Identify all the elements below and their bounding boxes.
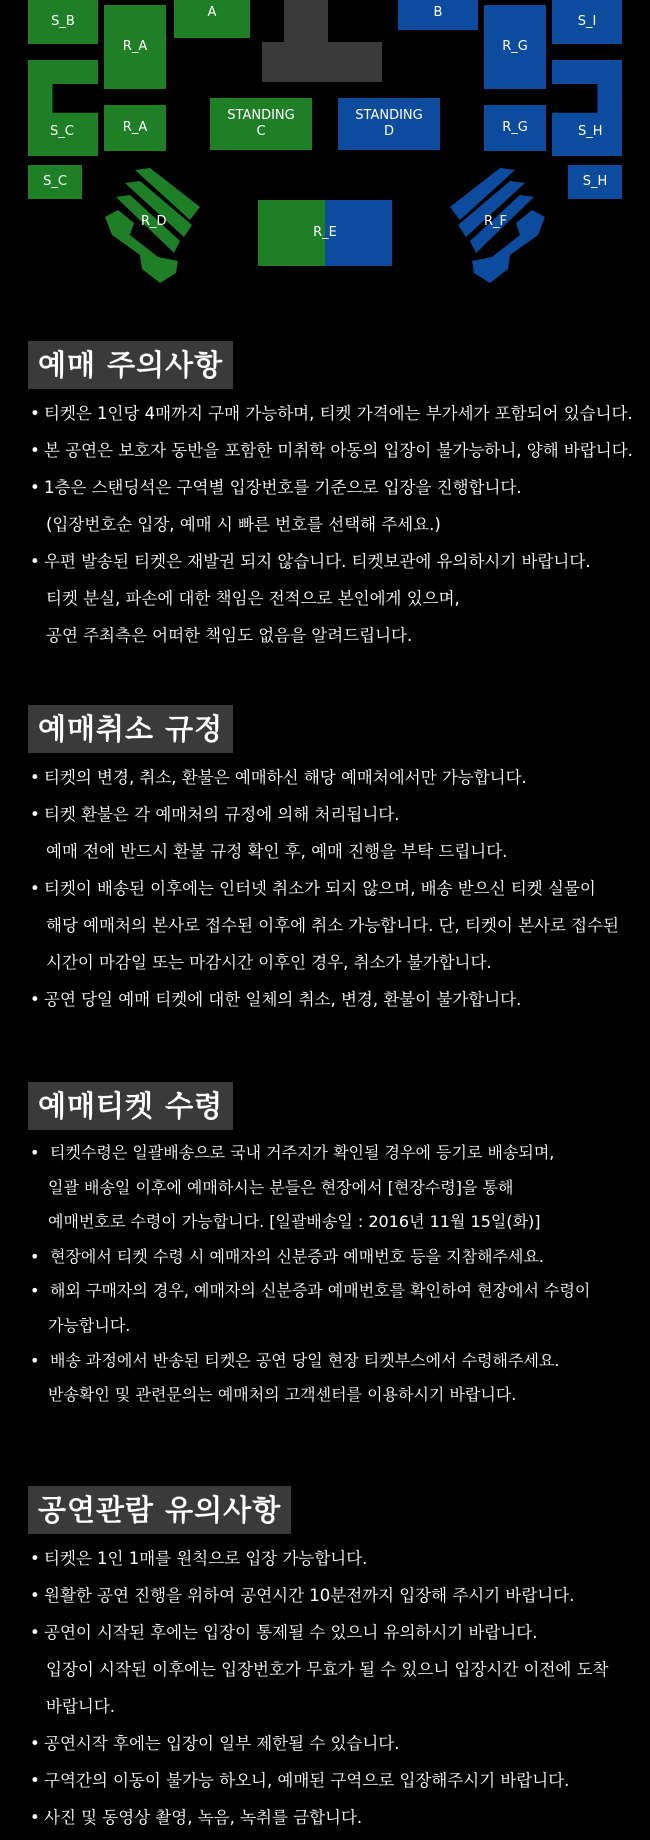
- receipt-line: 일괄 배송일 이후에 예매하시는 분들은 현장에서 [현장수령]을 통해: [48, 1177, 514, 1197]
- viewing-notice-section: [28, 1486, 628, 1836]
- receipt-line: • 해외 구매자의 경우, 예매자의 신분증과 예매번호를 확인하여 현장에서 수령이: [28, 1274, 628, 1309]
- policy-line: • 티켓의 변경, 취소, 환불은 예매하신 해당 예매처에서만 가능합니다.: [28, 759, 628, 796]
- zone-s-c-large[interactable]: [28, 60, 98, 156]
- zone-s-i[interactable]: S_I: [552, 0, 622, 44]
- receipt-line: 가능합니다.: [48, 1315, 131, 1335]
- policy-line: 예매 전에 반드시 환불 규정 확인 후, 예매 진행을 부탁 드립니다.: [46, 842, 508, 861]
- zone-standing-d[interactable]: STANDING D: [338, 98, 440, 150]
- viewing-line: • 원활한 공연 진행을 위하여 공연시간 10분전까지 입장해 주시기 바랍니다.: [28, 1577, 628, 1614]
- ticket-receipt-section: [28, 1082, 628, 1413]
- zone-s-b[interactable]: S_B: [28, 0, 98, 44]
- policy-line: 시간이 마감일 또는 마감시간 이후인 경우, 취소가 불가합니다.: [46, 953, 492, 972]
- zone-s-h-large[interactable]: [552, 60, 622, 156]
- zone-s-c-small[interactable]: S_C: [28, 165, 82, 199]
- receipt-line: 예매번호로 수령이 가능합니다. [일괄배송일 : 2016년 11월 15일(화)]: [48, 1212, 541, 1232]
- cancel-policy-section: [28, 705, 628, 1018]
- stage-wing: [262, 42, 382, 82]
- zone-r-e[interactable]: R_E: [258, 200, 392, 266]
- viewing-line: • 구역간의 이동이 불가능 하오니, 예매된 구역으로 입장해주시기 바랍니다.: [28, 1762, 628, 1799]
- zone-r-f-label: R_F: [484, 214, 508, 229]
- policy-line: • 티켓 환불은 각 예매처의 규정에 의해 처리됩니다.: [28, 796, 628, 833]
- zone-s-c-large-label: S_C: [50, 124, 74, 139]
- seat-map: [0, 0, 650, 300]
- notice-line: (입장번호순 입장, 예매 시 빠른 번호를 선택해 주세요.): [46, 515, 441, 534]
- notice-line: • 본 공연은 보호자 동반을 포함한 미취학 아동의 입장이 불가능하니, 양해 바랍니다.: [28, 432, 628, 469]
- policy-line: • 공연 당일 예매 티켓에 대한 일체의 취소, 변경, 환불이 불가합니다.: [28, 981, 628, 1018]
- zone-s-h-small[interactable]: S_H: [568, 165, 622, 199]
- viewing-line: • 티켓은 1인 1매를 원칙으로 입장 가능합니다.: [28, 1540, 628, 1577]
- receipt-line: • 현장에서 티켓 수령 시 예매자의 신분증과 예매번호 등을 지참해주세요.: [28, 1240, 628, 1275]
- notice-line: • 우편 발송된 티켓은 재발권 되지 않습니다. 티켓보관에 유의하시기 바랍니다.: [28, 543, 628, 580]
- zone-r-g-top[interactable]: R_G: [484, 5, 546, 89]
- booking-notice-title: 예매 주의사항: [28, 341, 233, 389]
- zone-r-g-bottom[interactable]: R_G: [484, 105, 546, 151]
- zone-standing-b[interactable]: B: [398, 0, 478, 30]
- policy-line: 해당 예매처의 본사로 접수된 이후에 취소 가능합니다. 단, 티켓이 본사로 접수된: [46, 916, 619, 935]
- receipt-line: • 배송 과정에서 반송된 티켓은 공연 당일 현장 티켓부스에서 수령해주세요.: [28, 1344, 628, 1379]
- notice-line: 티켓 분실, 파손에 대한 책임은 전적으로 본인에게 있으며,: [46, 589, 460, 608]
- viewing-notice-title: 공연관람 유의사항: [28, 1486, 291, 1534]
- viewing-line: • 사진 및 동영상 촬영, 녹음, 녹취를 금합니다.: [28, 1799, 628, 1836]
- receipt-line: 반송확인 및 관련문의는 예매처의 고객센터를 이용하시기 바랍니다.: [48, 1385, 517, 1405]
- viewing-line: 바랍니다.: [46, 1697, 116, 1716]
- viewing-line: 입장이 시작된 이후에는 입장번호가 무효가 될 수 있으니 입장시간 이전에 도착: [46, 1660, 609, 1679]
- zone-standing-a[interactable]: A: [174, 0, 250, 38]
- policy-line: • 티켓이 배송된 이후에는 인터넷 취소가 되지 않으며, 배송 받으신 티켓 실물이: [28, 870, 628, 907]
- zone-r-a-top[interactable]: R_A: [104, 5, 166, 89]
- notice-line: • 1층은 스탠딩석은 구역별 입장번호를 기준으로 입장을 진행합니다.: [28, 469, 628, 506]
- notice-line: • 티켓은 1인당 4매까지 구매 가능하며, 티켓 가격에는 부가세가 포함되어 있습니다.: [28, 395, 628, 432]
- zone-s-h-large-label: S_H: [578, 124, 603, 139]
- viewing-line: • 공연시작 후에는 입장이 일부 제한될 수 있습니다.: [28, 1725, 628, 1762]
- receipt-line: • 티켓수령은 일괄배송으로 국내 거주지가 확인될 경우에 등기로 배송되며,: [28, 1136, 628, 1171]
- ticket-receipt-title: 예매티켓 수령: [28, 1082, 233, 1130]
- booking-notice-section: [28, 341, 633, 654]
- zone-r-d-label: R_D: [141, 214, 167, 229]
- zone-standing-c[interactable]: STANDING C: [210, 98, 312, 150]
- notice-line: 공연 주최측은 어떠한 책임도 없음을 알려드립니다.: [46, 626, 413, 645]
- cancel-policy-title: 예매취소 규정: [28, 705, 233, 753]
- viewing-line: • 공연이 시작된 후에는 입장이 통제될 수 있으니 유의하시기 바랍니다.: [28, 1614, 628, 1651]
- zone-r-a-bottom[interactable]: R_A: [104, 105, 166, 151]
